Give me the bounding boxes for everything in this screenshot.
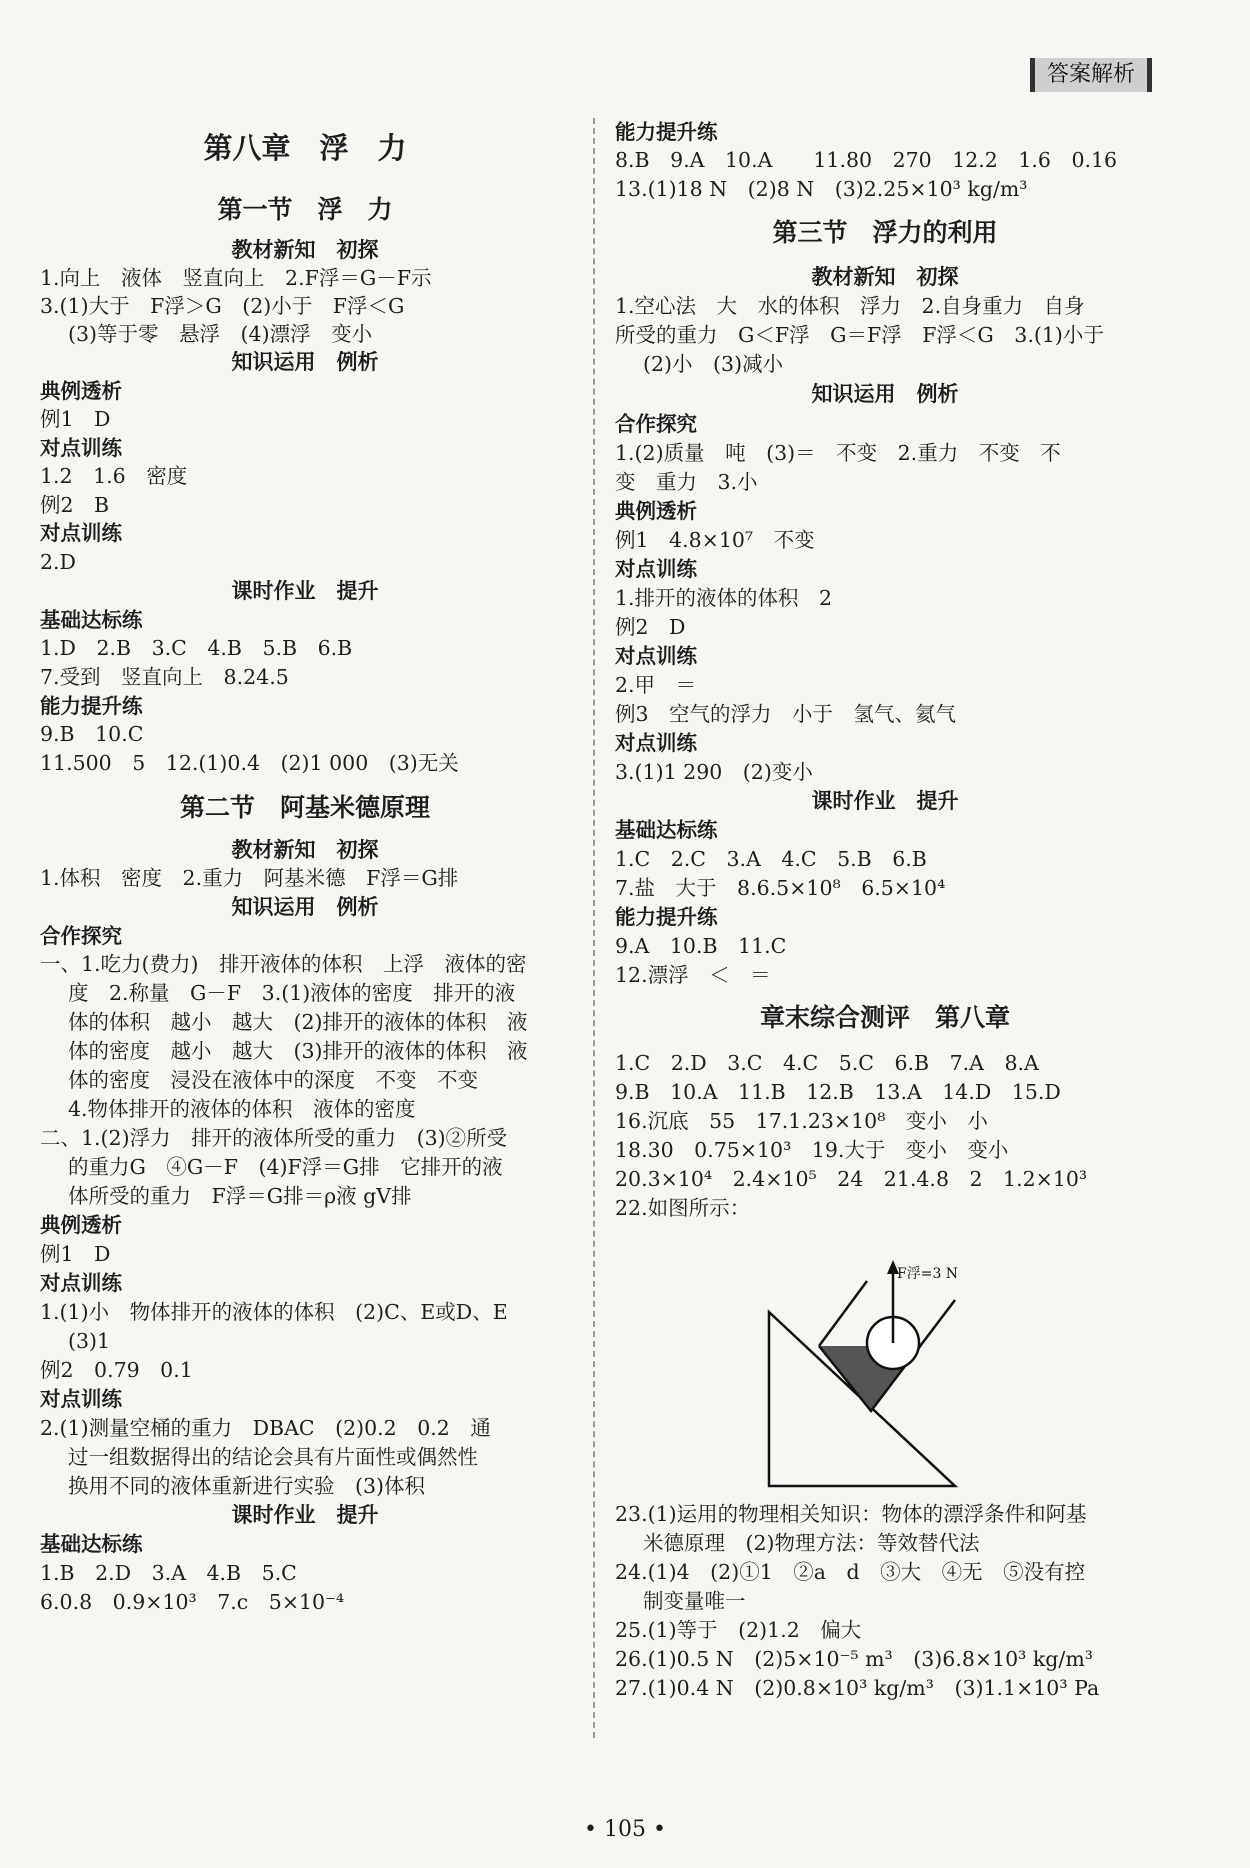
answer-line: 例1 4.8×10⁷ 不变	[615, 528, 815, 552]
category-label: 典例透析	[40, 1213, 122, 1237]
answer-line: 25.(1)等于 (2)1.2 偏大	[615, 1618, 862, 1642]
answer-line: (3)等于零 悬浮 (4)漂浮 变小	[68, 322, 373, 346]
subheading: 课时作业 提升	[231, 579, 379, 603]
subheading: 知识运用 例析	[231, 895, 379, 919]
answer-line: 体的密度 越小 越大 (3)排开的液体的体积 液	[68, 1039, 528, 1063]
answer-line: 1.D 2.B 3.C 4.B 5.B 6.B	[40, 636, 353, 660]
answer-line: 1.2 1.6 密度	[40, 464, 188, 488]
category-label: 对点训练	[40, 1271, 122, 1295]
answer-line: 24.(1)4 (2)①1 ②a d ③大 ④无 ⑤没有控	[615, 1560, 1086, 1584]
review-title: 章末综合测评 第八章	[759, 1003, 1010, 1032]
category-label: 典例透析	[615, 499, 697, 523]
answer-line: 12.漂浮 ＜ ＝	[615, 963, 771, 987]
answer-line: 1.C 2.D 3.C 4.C 5.C 6.B 7.A 8.A	[615, 1051, 1039, 1075]
answer-line: 18.30 0.75×10³ 19.大于 变小 变小	[615, 1138, 1009, 1162]
answer-line: 23.(1)运用的物理相关知识：物体的漂浮条件和阿基	[615, 1502, 1087, 1526]
answer-line: 1.体积 密度 2.重力 阿基米德 F浮＝G排	[40, 866, 459, 890]
section-badge: 答案解析	[1030, 58, 1152, 92]
answer-line: 度 2.称量 G－F 3.(1)液体的密度 排开的液	[68, 981, 516, 1005]
subheading: 知识运用 例析	[811, 382, 959, 406]
category-label: 对点训练	[40, 521, 122, 545]
answer-line: 1.C 2.C 3.A 4.C 5.B 6.B	[615, 847, 927, 871]
category-label: 能力提升练	[40, 694, 143, 718]
answer-line: 6.0.8 0.9×10³ 7.c 5×10⁻⁴	[40, 1590, 345, 1614]
answer-line: 7.受到 竖直向上 8.24.5	[40, 665, 289, 689]
category-label: 基础达标练	[40, 608, 143, 632]
answer-line: 体所受的重力 F浮＝G排＝ρ液 gV排	[68, 1184, 412, 1208]
answer-line: 1.空心法 大 水的体积 浮力 2.自身重力 自身	[615, 294, 1085, 318]
answer-line: 3.(1)1 290 (2)变小	[615, 760, 813, 784]
answer-line: 1.(2)质量 吨 (3)＝ 不变 2.重力 不变 不	[615, 441, 1061, 465]
answer-line: 例1 D	[40, 1242, 111, 1266]
subheading: 知识运用 例析	[231, 350, 379, 374]
category-label: 对点训练	[615, 557, 697, 581]
column-divider	[593, 118, 595, 1738]
answer-line: 9.B 10.C	[40, 722, 144, 746]
answer-line: 4.物体排开的液体的体积 液体的密度	[68, 1097, 416, 1121]
category-label: 对点训练	[40, 436, 122, 460]
section-1-title: 第一节 浮 力	[217, 195, 393, 224]
answer-line: 例2 0.79 0.1	[40, 1358, 193, 1382]
category-label: 对点训练	[615, 731, 697, 755]
answer-line: 制变量唯一	[643, 1589, 746, 1613]
category-label: 对点训练	[40, 1387, 122, 1411]
answer-line: 换用不同的液体重新进行实验 (3)体积	[68, 1474, 426, 1498]
answer-line: 过一组数据得出的结论会具有片面性或偶然性	[68, 1445, 478, 1469]
answer-line: 2.(1)测量空桶的重力 DBAC (2)0.2 0.2 通	[40, 1416, 491, 1440]
answer-line: 16.沉底 55 17.1.23×10⁸ 变小 小	[615, 1109, 988, 1133]
category-label: 合作探究	[40, 924, 122, 948]
subheading: 课时作业 提升	[231, 1503, 379, 1527]
answer-line: 例2 D	[615, 615, 686, 639]
category-label: 典例透析	[40, 379, 122, 403]
answer-line: 变 重力 3.小	[615, 470, 758, 494]
section-2-title: 第二节 阿基米德原理	[179, 793, 430, 822]
container-wall	[819, 1281, 867, 1346]
answer-line: 米德原理 (2)物理方法：等效替代法	[643, 1531, 980, 1555]
answer-line: 1.排开的液体的体积 2	[615, 586, 833, 610]
answer-line: 2.甲 ＝	[615, 673, 697, 697]
answer-line: 体的体积 越小 越大 (2)排开的液体的体积 液	[68, 1010, 528, 1034]
answer-line: 的重力G ④G－F (4)F浮＝G排 它排开的液	[68, 1155, 503, 1179]
subheading: 教材新知 初探	[811, 265, 959, 289]
category-label: 合作探究	[615, 412, 697, 436]
answer-line: 2.D	[40, 550, 76, 574]
answer-line: 1.向上 液体 竖直向上 2.F浮＝G－F示	[40, 266, 432, 290]
buoyancy-diagram	[765, 1258, 995, 1490]
subheading: 教材新知 初探	[231, 238, 379, 262]
answer-line: 二、1.(2)浮力 排开的液体所受的重力 (3)②所受	[40, 1126, 508, 1150]
answer-line: 13.(1)18 N (2)8 N (3)2.25×10³ kg/m³	[615, 177, 1028, 201]
category-label: 基础达标练	[40, 1532, 143, 1556]
answer-line: (2)小 (3)减小	[643, 352, 784, 376]
answer-line: 体的密度 浸没在液体中的深度 不变 不变	[68, 1068, 478, 1092]
answer-line: 1.B 2.D 3.A 4.B 5.C	[40, 1561, 297, 1585]
answer-line: 8.B 9.A 10.A 11.80 270 12.2 1.6 0.16	[615, 148, 1118, 172]
subheading: 课时作业 提升	[811, 789, 959, 813]
page-number: • 105 •	[584, 1817, 666, 1842]
answer-line: 所受的重力 G＜F浮 G＝F浮 F浮＜G 3.(1)小于	[615, 323, 1104, 347]
answer-line: 9.A 10.B 11.C	[615, 934, 787, 958]
answer-line: 27.(1)0.4 N (2)0.8×10³ kg/m³ (3)1.1×10³ Pa	[615, 1676, 1100, 1700]
answer-line: 例3 空气的浮力 小于 氢气、氦气	[615, 702, 957, 726]
answer-line: 7.盐 大于 8.6.5×10⁸ 6.5×10⁴	[615, 876, 946, 900]
chapter-title: 第八章 浮 力	[203, 131, 407, 165]
answer-line: 3.(1)大于 F浮＞G (2)小于 F浮＜G	[40, 294, 405, 318]
section-3-title: 第三节 浮力的利用	[772, 218, 998, 247]
answer-line: 例2 B	[40, 493, 110, 517]
answer-line: 9.B 10.A 11.B 12.B 13.A 14.D 15.D	[615, 1080, 1061, 1104]
answer-line: (3)1	[68, 1329, 111, 1353]
force-label: F浮=3 N	[897, 1266, 959, 1282]
category-label: 能力提升练	[615, 120, 718, 144]
category-label: 基础达标练	[615, 818, 718, 842]
category-label: 能力提升练	[615, 905, 718, 929]
answer-line: 1.(1)小 物体排开的液体的体积 (2)C、E或D、E	[40, 1300, 508, 1324]
answer-line: 26.(1)0.5 N (2)5×10⁻⁵ m³ (3)6.8×10³ kg/m³	[615, 1647, 1093, 1671]
subheading: 教材新知 初探	[231, 838, 379, 862]
answer-line: 例1 D	[40, 407, 111, 431]
answer-line: 11.500 5 12.(1)0.4 (2)1 000 (3)无关	[40, 751, 459, 775]
answer-line: 一、1.吃力(费力) 排开液体的体积 上浮 液体的密	[40, 952, 527, 976]
answer-line: 20.3×10⁴ 2.4×10⁵ 24 21.4.8 2 1.2×10³	[615, 1167, 1088, 1191]
answer-line: 22.如图所示：	[615, 1196, 751, 1220]
category-label: 对点训练	[615, 644, 697, 668]
